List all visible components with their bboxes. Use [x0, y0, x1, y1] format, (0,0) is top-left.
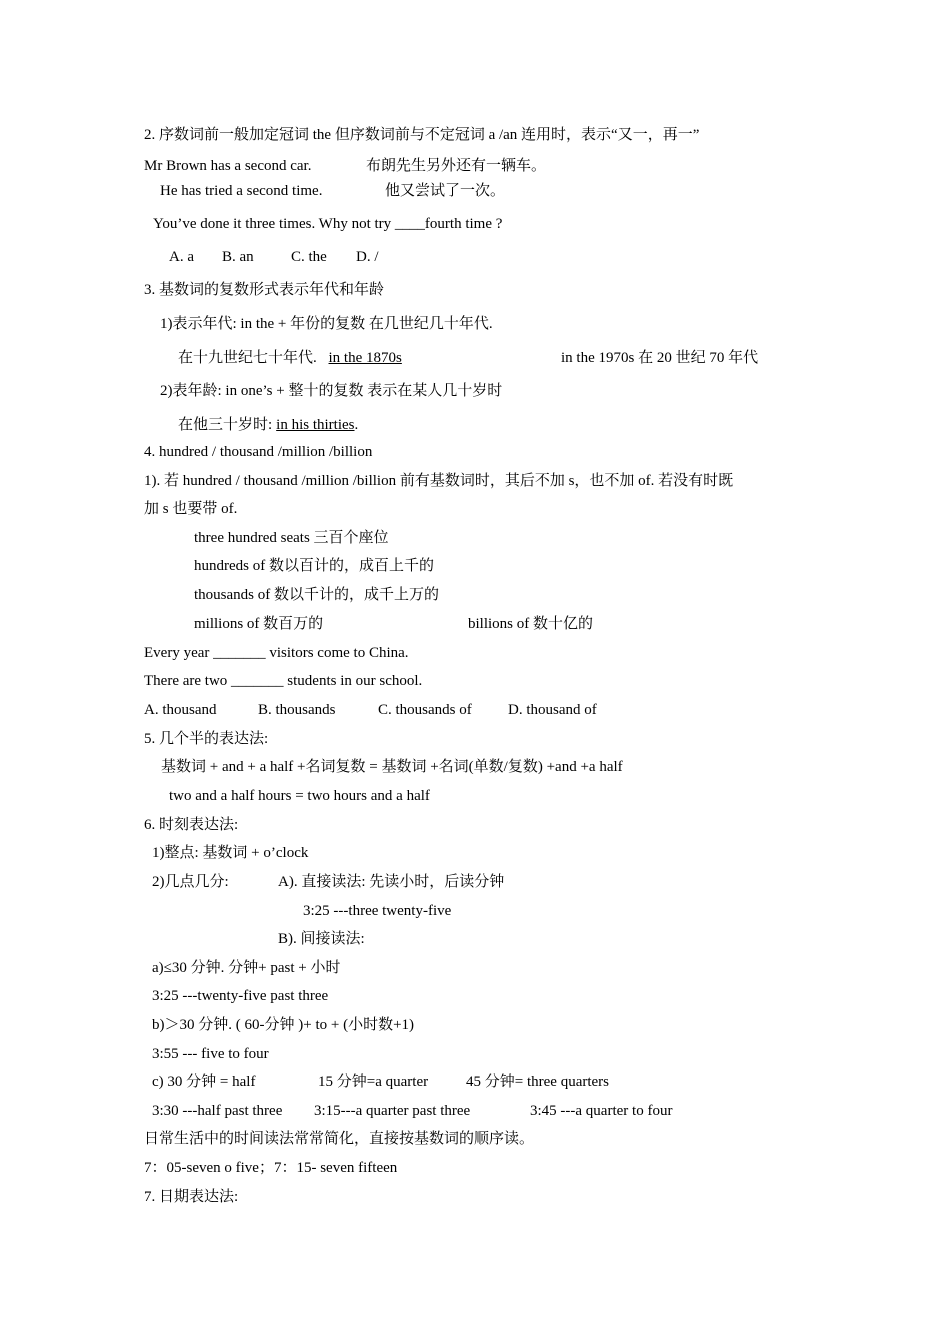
- example-line: billions of 数十亿的: [468, 616, 594, 632]
- rule-text: c) 30 分钟 = half: [152, 1074, 256, 1090]
- example-line: 3:25 ---three twenty-five: [303, 903, 452, 919]
- example-line: 3:25 ---twenty-five past three: [152, 988, 329, 1004]
- section-4-heading: 4. hundred / thousand /million /billion: [144, 444, 373, 460]
- option-a: A. a: [169, 249, 194, 265]
- example-line: millions of 数百万的: [194, 616, 324, 632]
- example-line: [178, 416, 358, 434]
- example-zh: 在十九世纪七十年代.: [178, 350, 317, 366]
- example-line: 3:30 ---half past three: [152, 1103, 283, 1119]
- example-line: hundreds of 数以百计的，成百上千的: [194, 558, 434, 574]
- section-7-heading: 7. 日期表达法:: [144, 1189, 239, 1205]
- section-2-heading: 2. 序数词前一般加定冠词 the 但序数词前与不定冠词 a /an 连用时，表示“又一，再一”: [144, 127, 700, 143]
- rule-text: B). 间接读法:: [278, 931, 365, 947]
- example-zh: 在他三十岁时:: [178, 417, 273, 433]
- rule-text: 基数词 + and + a half +名词复数 = 基数词 +名词(单数/复数) +and +a half: [161, 759, 623, 775]
- exercise-question: You’ve done it three times. Why not try ____fourth time ?: [153, 216, 503, 232]
- rule-text: 1)表示年代: in the + 年份的复数 在几世纪几十年代.: [160, 316, 493, 332]
- option-c: C. the: [291, 249, 327, 265]
- option-b: B. an: [222, 249, 254, 265]
- rule-text: 加 s 也要带 of.: [144, 501, 238, 517]
- option-d: D. thousand of: [508, 702, 597, 718]
- section-3-heading: 3. 基数词的复数形式表示年代和年龄: [144, 282, 385, 298]
- example-line: 3:15---a quarter past three: [314, 1103, 471, 1119]
- rule-text: 2)表年龄: in one’s + 整十的复数 表示在某人几十岁时: [160, 383, 503, 399]
- example-sentence-zh: 布朗先生另外还有一辆车。: [366, 158, 547, 174]
- exercise-question: Every year _______ visitors come to China.: [144, 645, 409, 661]
- example-end: .: [354, 417, 359, 433]
- note-text: 日常生活中的时间读法常常简化，直接按基数词的顺序读。: [144, 1131, 535, 1147]
- option-a: A. thousand: [144, 702, 217, 718]
- example-line: [178, 349, 402, 367]
- rule-text: 2)几点几分:: [152, 874, 229, 890]
- option-d: D. /: [356, 249, 379, 265]
- example-line: 7：05-seven o five；7：15- seven fifteen: [144, 1160, 398, 1176]
- example-line: thousands of 数以千计的，成千上万的: [194, 587, 439, 603]
- example-en-underlined: in his thirties: [276, 417, 355, 433]
- rule-text: 15 分钟=a quarter: [318, 1074, 429, 1090]
- rule-text: 1)整点: 基数词 + o’clock: [152, 845, 309, 861]
- rule-text: 45 分钟= three quarters: [466, 1074, 609, 1090]
- example-sentence-zh: 他又尝试了一次。: [385, 183, 506, 199]
- exercise-question: There are two _______ students in our school.: [144, 673, 423, 689]
- rule-text: a)≤30 分钟. 分钟+ past + 小时: [152, 960, 341, 976]
- example-line: three hundred seats 三百个座位: [194, 530, 389, 546]
- option-b: B. thousands: [258, 702, 336, 718]
- section-6-heading: 6. 时刻表达法:: [144, 817, 239, 833]
- rule-text: b)＞30 分钟. ( 60-分钟 )+ to + (小时数+1): [152, 1017, 415, 1033]
- example-en-underlined: in the 1870s: [328, 350, 402, 366]
- rule-text: A). 直接读法: 先读小时，后读分钟: [278, 874, 505, 890]
- example-line: 3:55 --- five to four: [152, 1046, 269, 1062]
- example-sentence-en: Mr Brown has a second car.: [144, 158, 312, 174]
- example-line: in the 1970s 在 20 世纪 70 年代: [561, 350, 759, 366]
- rule-text: 1). 若 hundred / thousand /million /billion 前有基数词时，其后不加 s，也不加 of. 若没有时既: [144, 473, 734, 489]
- example-line: two and a half hours = two hours and a half: [169, 788, 430, 804]
- section-5-heading: 5. 几个半的表达法:: [144, 731, 269, 747]
- option-c: C. thousands of: [378, 702, 472, 718]
- example-line: 3:45 ---a quarter to four: [530, 1103, 673, 1119]
- example-sentence-en: He has tried a second time.: [160, 183, 323, 199]
